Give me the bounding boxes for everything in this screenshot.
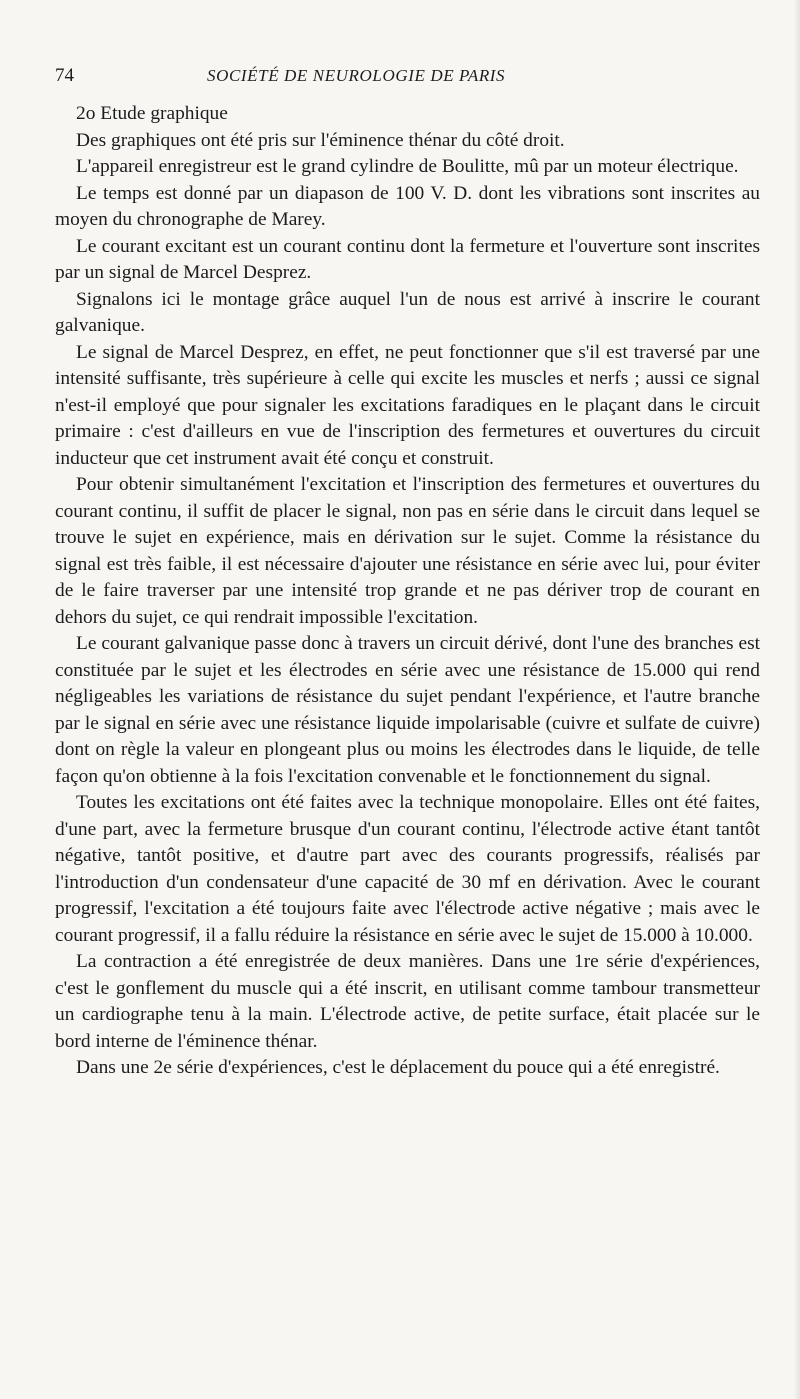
- paragraph: Le signal de Marcel Desprez, en effet, ne peut fonctionner que s'il est traversé par une intensité suffisante, très supérieure à celle qui excite les muscles et nerfs ; aussi ce signal n'est-il employé que pour signaler les excitations faradiques en le plaçant dans le circuit primaire : c'est d'ailleurs en vue de l'inscription des fermetures et ouvertures du circuit inducteur que cet instrument avait été conçu et construit.: [55, 341, 760, 469]
- section-heading: 2o Etude graphique: [76, 103, 228, 124]
- page-edge-shadow: [794, 0, 800, 1399]
- paragraph: Signalons ici le montage grâce auquel l'un de nous est arrivé à inscrire le courant galvanique.: [55, 288, 760, 336]
- running-title: SOCIÉTÉ DE NEUROLOGIE DE PARIS: [207, 66, 506, 85]
- paragraph: Le temps est donné par un diapason de 100 V. D. dont les vibrations sont inscrites au moyen du chronographe de Marey.: [55, 182, 760, 230]
- paragraph: Le courant galvanique passe donc à travers un circuit dérivé, dont l'une des branches est constituée par le sujet et les électrodes en série avec une résistance de 15.000 qui rend négligeables les variations de résistance du sujet pendant l'expérience, et l'autre branche par le signal en série avec une résistance liquide impolarisable (cuivre et sulfate de cuivre) dont on règle la valeur en plongeant plus ou moins les électrodes dans le liquide, de telle façon qu'on obtienne à la fois l'excitation convenable et le fonctionnement du signal.: [55, 633, 760, 787]
- paragraph: Pour obtenir simultanément l'excitation et l'inscription des fermetures et ouvertures du courant continu, il suffit de placer le signal, non pas en série dans le circuit dans lequel se trouve le sujet en expérience, mais en dérivation sur le sujet. Comme la résistance du signal est très faible, il est nécessaire d'ajouter une résistance en série avec lui, pour éviter de le faire traverser par une intensité trop grande et ne pas dériver trop de courant en dehors du sujet, ce qui rendrait impossible l'excitation.: [55, 474, 760, 628]
- body-text: [55, 101, 760, 1082]
- paragraph: Dans une 2e série d'expériences, c'est le déplacement du pouce qui a été enregistré.: [76, 1057, 720, 1078]
- paragraph: Le courant excitant est un courant continu dont la fermeture et l'ouverture sont inscrites par un signal de Marcel Desprez.: [55, 235, 760, 283]
- page-number: 74: [55, 65, 74, 86]
- paragraph: La contraction a été enregistrée de deux manières. Dans une 1re série d'expériences, c'est le gonflement du muscle qui a été inscrit, en utilisant comme tambour transmetteur un cardiographe tenu à la main. L'électrode active, de petite surface, était placée sur le bord interne de l'éminence thénar.: [55, 951, 760, 1052]
- paragraph: Des graphiques ont été pris sur l'éminence thénar du côté droit.: [76, 129, 565, 151]
- paragraph: Toutes les excitations ont été faites avec la technique monopolaire. Elles ont été faites, d'une part, avec la fermeture brusque d'un courant continu, l'électrode active étant tantôt négative, tantôt positive, et d'autre part avec des courants progressifs, réalisés par l'introduction d'un condensateur d'une capacité de 30 mf en dérivation. Avec le courant progressif, l'excitation a été toujours faite avec l'électrode active négative ; mais avec le courant progressif, il a fallu réduire la résistance en série avec le sujet de 15.000 à 10.000.: [55, 792, 760, 946]
- page-header: [55, 64, 760, 88]
- paragraph: L'appareil enregistreur est le grand cylindre de Boulitte, mû par un moteur électrique.: [76, 156, 739, 177]
